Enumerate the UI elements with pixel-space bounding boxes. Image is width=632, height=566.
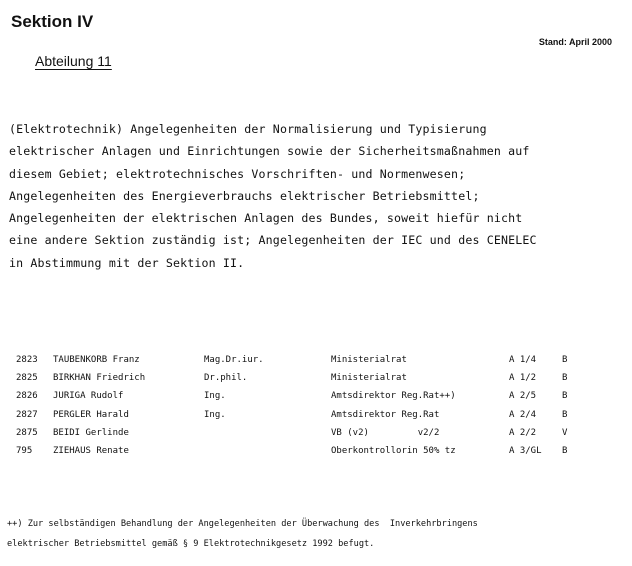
staff-category: B	[562, 373, 568, 384]
staff-title: Ing.	[204, 391, 226, 402]
department-description	[9, 118, 609, 274]
staff-name: JURIGA Rudolf	[53, 391, 124, 402]
description-line: Angelegenheiten der elektrischen Anlagen des Bundes, soweit hiefür nicht	[9, 211, 523, 226]
staff-grade: A 2/4	[509, 409, 537, 420]
staff-name: BIRKHAN Friedrich	[53, 373, 146, 384]
staff-function: Ministerialrat	[331, 355, 407, 365]
staff-number: 2827	[16, 409, 38, 420]
staff-name: PERGLER Harald	[53, 409, 129, 420]
description-line: eine andere Sektion zuständig ist; Angelegenheiten der IEC und des CENELEC	[9, 233, 537, 248]
staff-function: Amtsdirektor Reg.Rat++)	[331, 391, 456, 402]
staff-function: Ministerialrat	[331, 373, 407, 384]
section-title: Sektion IV	[11, 12, 94, 31]
staff-category: V	[562, 427, 568, 438]
staff-number: 2875	[16, 427, 38, 438]
staff-function: Oberkontrollorin 50% tz	[331, 445, 456, 456]
staff-function: Amtsdirektor Reg.Rat	[331, 409, 440, 420]
staff-category: B	[562, 391, 568, 402]
description-line: in Abstimmung mit der Sektion II.	[9, 255, 245, 270]
staff-function: VB (v2) v2/2	[331, 427, 440, 438]
staff-title: Mag.Dr.iur.	[204, 355, 264, 365]
staff-category: B	[562, 355, 568, 365]
staff-grade: A 2/2	[509, 427, 537, 438]
stand-date: Stand: April 2000	[538, 37, 612, 47]
staff-title: Dr.phil.	[204, 373, 248, 384]
description-line: elektrischer Anlagen und Einrichtungen sowie der Sicherheitsmaßnahmen auf	[9, 144, 530, 159]
staff-number: 2825	[16, 373, 38, 384]
footnote	[7, 514, 478, 554]
staff-grade: A 1/2	[509, 373, 537, 384]
staff-category: B	[562, 445, 568, 456]
footnote-line: ++) Zur selbständigen Behandlung der Angelegenheiten der Überwachung des Inverkehrbringens	[7, 519, 478, 529]
description-line: Angelegenheiten des Energieverbrauchs elektrischer Betriebsmittel;	[9, 188, 480, 203]
staff-number: 795	[16, 445, 33, 456]
staff-name: ZIEHAUS Renate	[53, 445, 129, 456]
footnote-line: elektrischer Betriebsmittel gemäß § 9 Elektrotechnikgesetz 1992 befugt.	[7, 539, 375, 549]
abteilung-heading: Abteilung 11	[35, 53, 112, 69]
description-line: (Elektrotechnik) Angelegenheiten der Normalisierung und Typisierung	[9, 122, 487, 136]
staff-name: TAUBENKORB Franz	[53, 355, 140, 365]
staff-grade: A 2/5	[509, 391, 537, 402]
staff-title: Ing.	[204, 409, 226, 420]
staff-number: 2826	[16, 391, 38, 402]
staff-grade: A 3/GL	[509, 445, 542, 456]
description-line: diesem Gebiet; elektrotechnisches Vorschriften- und Normenwesen;	[9, 166, 466, 181]
staff-category: B	[562, 409, 568, 420]
staff-name: BEIDI Gerlinde	[53, 427, 129, 438]
staff-number: 2823	[16, 355, 38, 365]
staff-grade: A 1/4	[509, 355, 537, 365]
